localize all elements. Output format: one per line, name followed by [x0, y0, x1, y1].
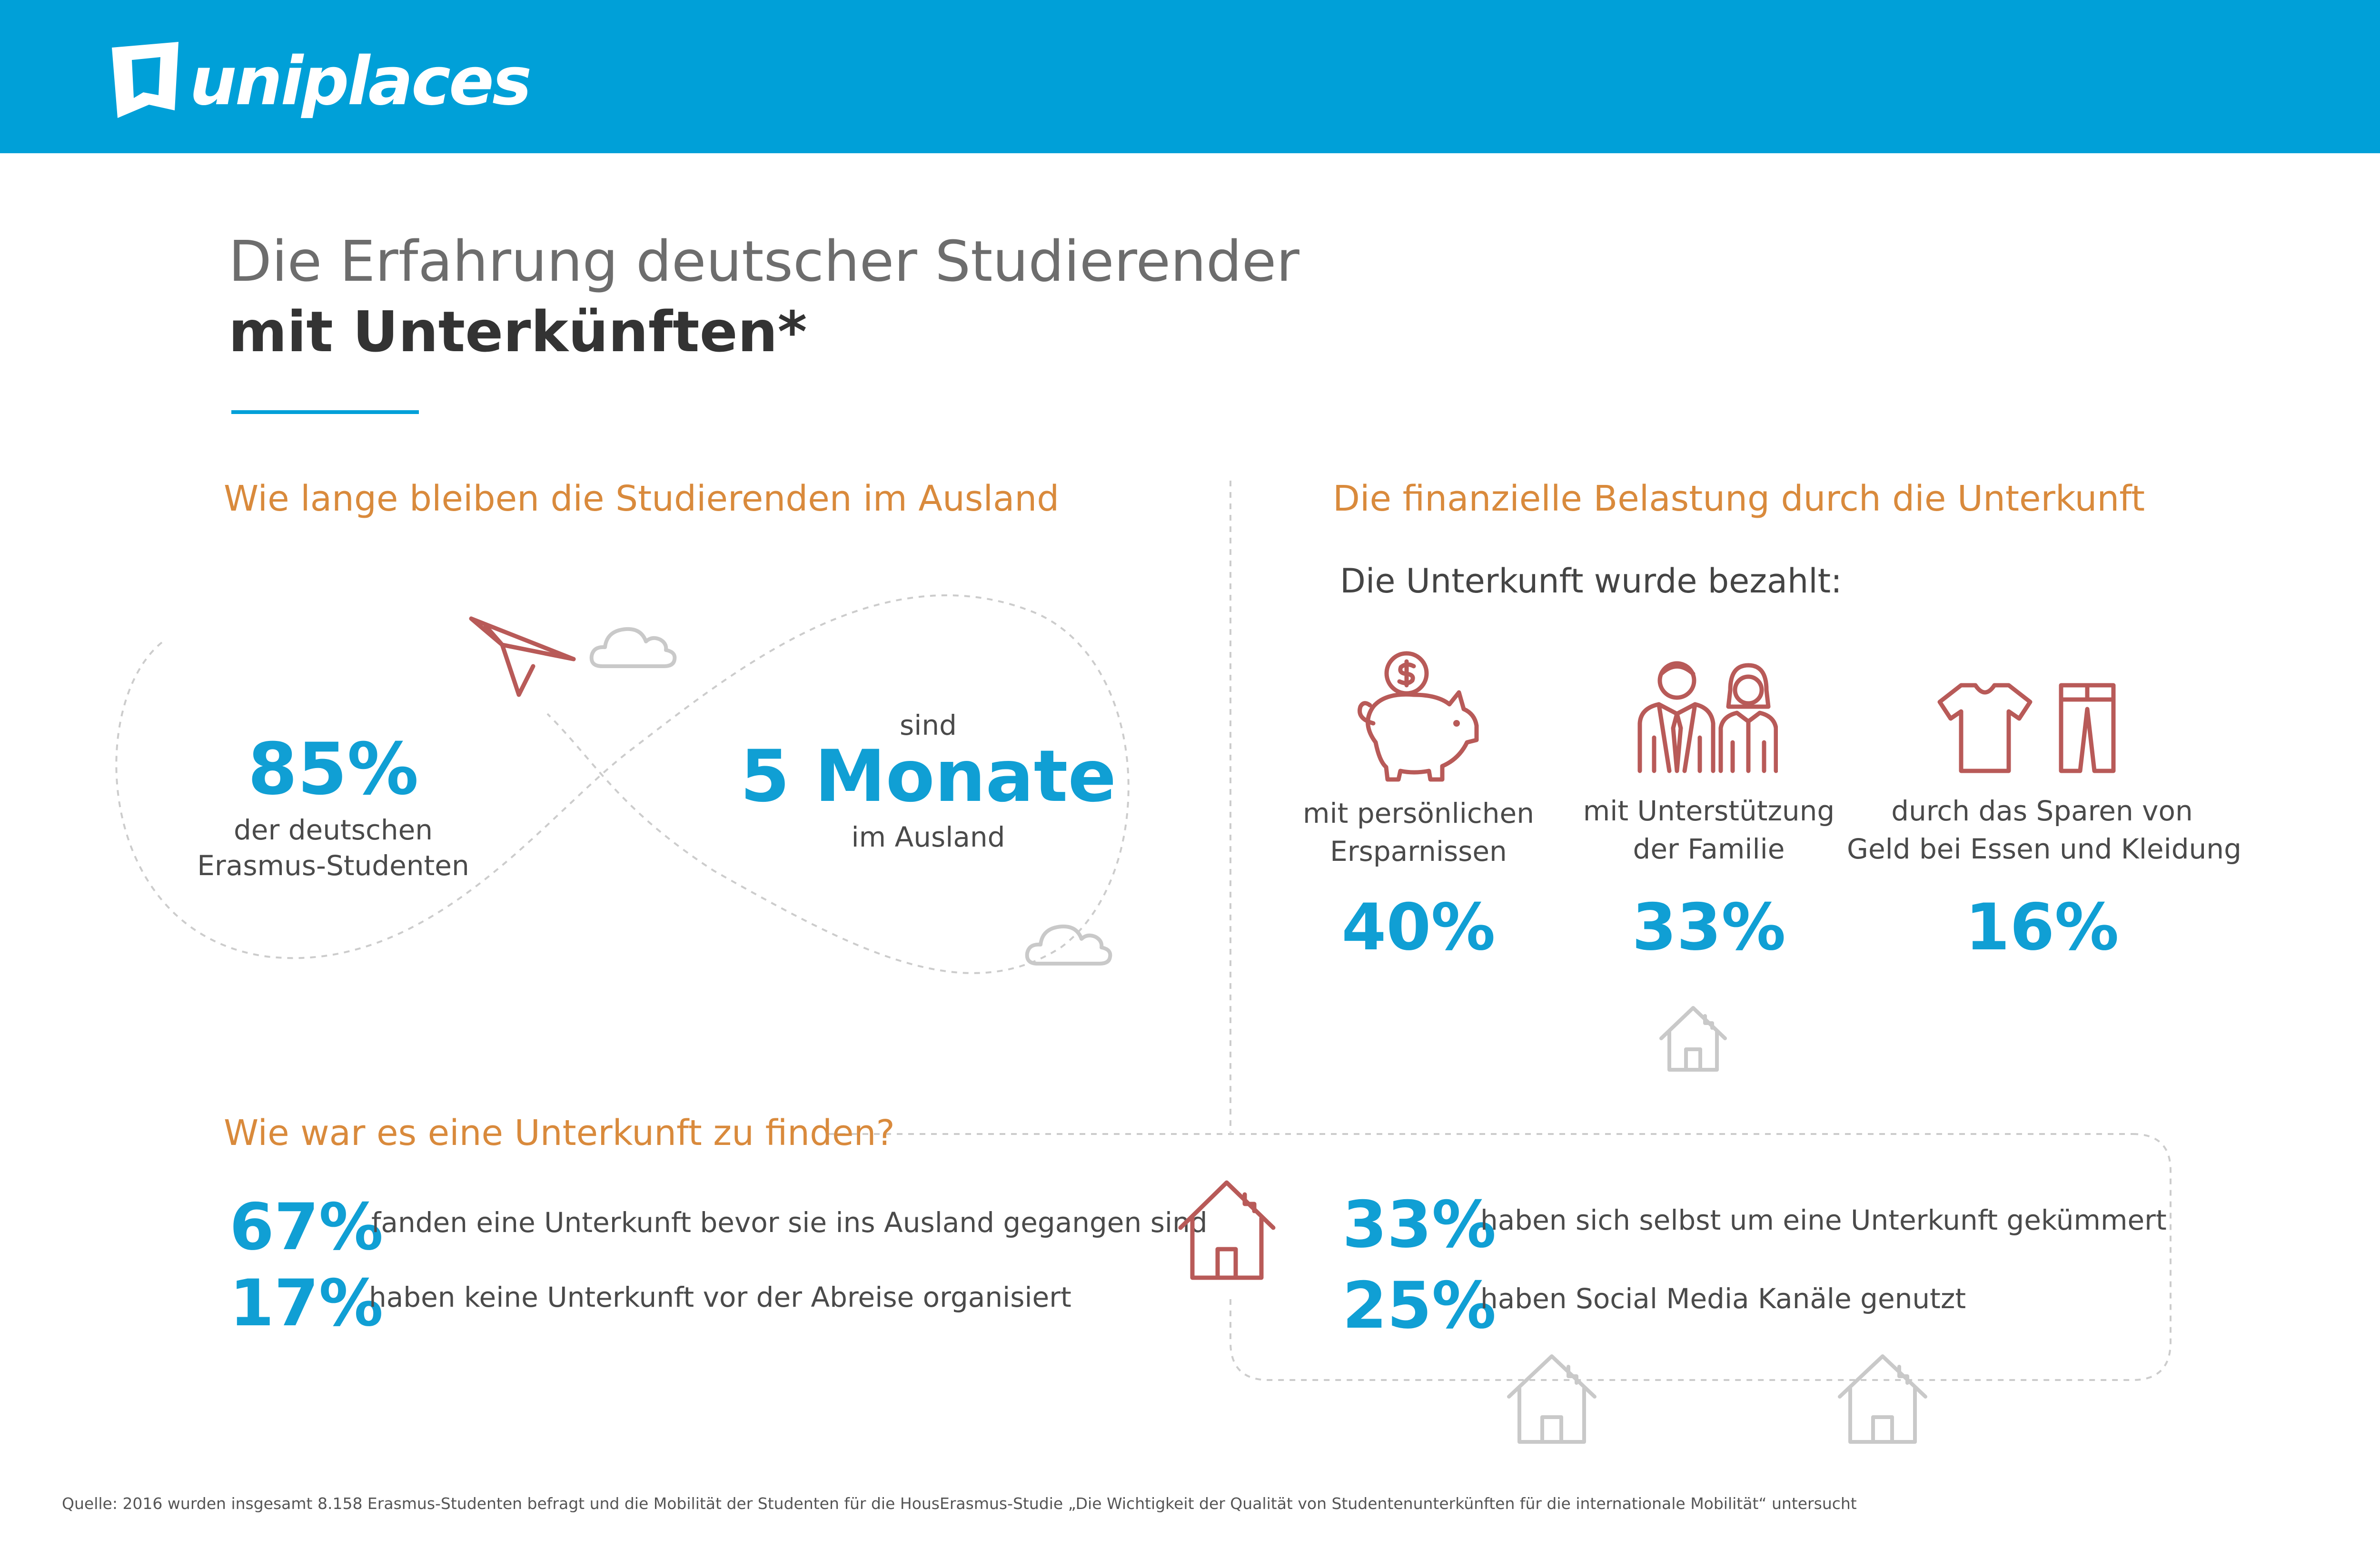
house-icon: [1657, 1004, 1729, 1073]
stat-85-label-line2: Erasmus-Studenten: [197, 849, 469, 882]
finance-item-2-value: 33%: [1632, 890, 1786, 965]
stat-5-months: 5 Monate: [740, 735, 1117, 818]
finance-item-1-line1: mit persönlichen: [1303, 797, 1534, 829]
cloud-icon: [588, 619, 678, 671]
house-icon: [1176, 1178, 1278, 1282]
page-title-line1: Die Erfahrung deutscher Studierender: [228, 228, 1299, 294]
clothes-icon: [1937, 680, 2118, 776]
stat-months-pre: sind: [900, 709, 957, 741]
finance-item-1-line2: Ersparnissen: [1330, 835, 1507, 868]
finding-left-1-value: 67%: [229, 1190, 384, 1264]
house-icon: [1504, 1351, 1599, 1447]
finance-item-3-value: 16%: [1965, 890, 2119, 965]
section-heading-finding: Wie war es eine Unterkunft zu finden?: [224, 1113, 895, 1154]
finance-item-2-line1: mit Unterstützung: [1583, 795, 1835, 827]
finding-right-1-value: 33%: [1342, 1187, 1497, 1262]
finding-right-2-value: 25%: [1342, 1268, 1497, 1343]
finance-subheading: Die Unterkunft wurde bezahlt:: [1340, 562, 1842, 601]
brand-name[interactable]: uniplaces: [189, 43, 530, 120]
finding-left-2-value: 17%: [229, 1266, 384, 1341]
finance-item-1-value: 40%: [1341, 890, 1496, 965]
finance-item-2-line2: der Familie: [1633, 833, 1785, 865]
finding-right-1-text: haben sich selbst um eine Unterkunft gekümmert: [1480, 1204, 2167, 1236]
section-heading-stay: Wie lange bleiben die Studierenden im Ausland: [224, 478, 1060, 519]
finding-right-2-text: haben Social Media Kanäle genutzt: [1480, 1282, 1966, 1315]
finding-left-2-text: haben keine Unterkunft vor der Abreise organisiert: [369, 1281, 1071, 1313]
family-icon: [1635, 657, 1778, 776]
stat-months-post: im Ausland: [851, 821, 1005, 853]
source-footnote: Quelle: 2016 wurden insgesamt 8.158 Erasmus-Studenten befragt und die Mobilität der Studenten für die HousErasmus-Studie „Die Wichtigkeit der Qualität von Studentenunterkünften für die internationale Mobilität“ untersucht: [62, 1494, 1857, 1513]
house-icon: [1835, 1351, 1930, 1447]
section-heading-finance: Die finanzielle Belastung durch die Unterkunft: [1333, 478, 2145, 519]
finding-left-1-text: fanden eine Unterkunft bevor sie ins Ausland gegangen sind: [371, 1206, 1208, 1239]
paper-plane-icon: [466, 614, 581, 700]
stat-85-label-line1: der deutschen: [233, 814, 433, 846]
cloud-icon: [1023, 916, 1114, 968]
stat-85-percent: 85%: [248, 728, 419, 811]
page-title-line2: mit Unterkünften*: [228, 299, 807, 365]
finance-item-3-line2: Geld bei Essen und Kleidung: [1847, 833, 2241, 865]
finance-item-3-line1: durch das Sparen von: [1891, 795, 2193, 827]
piggy-bank-icon: [1347, 647, 1490, 785]
